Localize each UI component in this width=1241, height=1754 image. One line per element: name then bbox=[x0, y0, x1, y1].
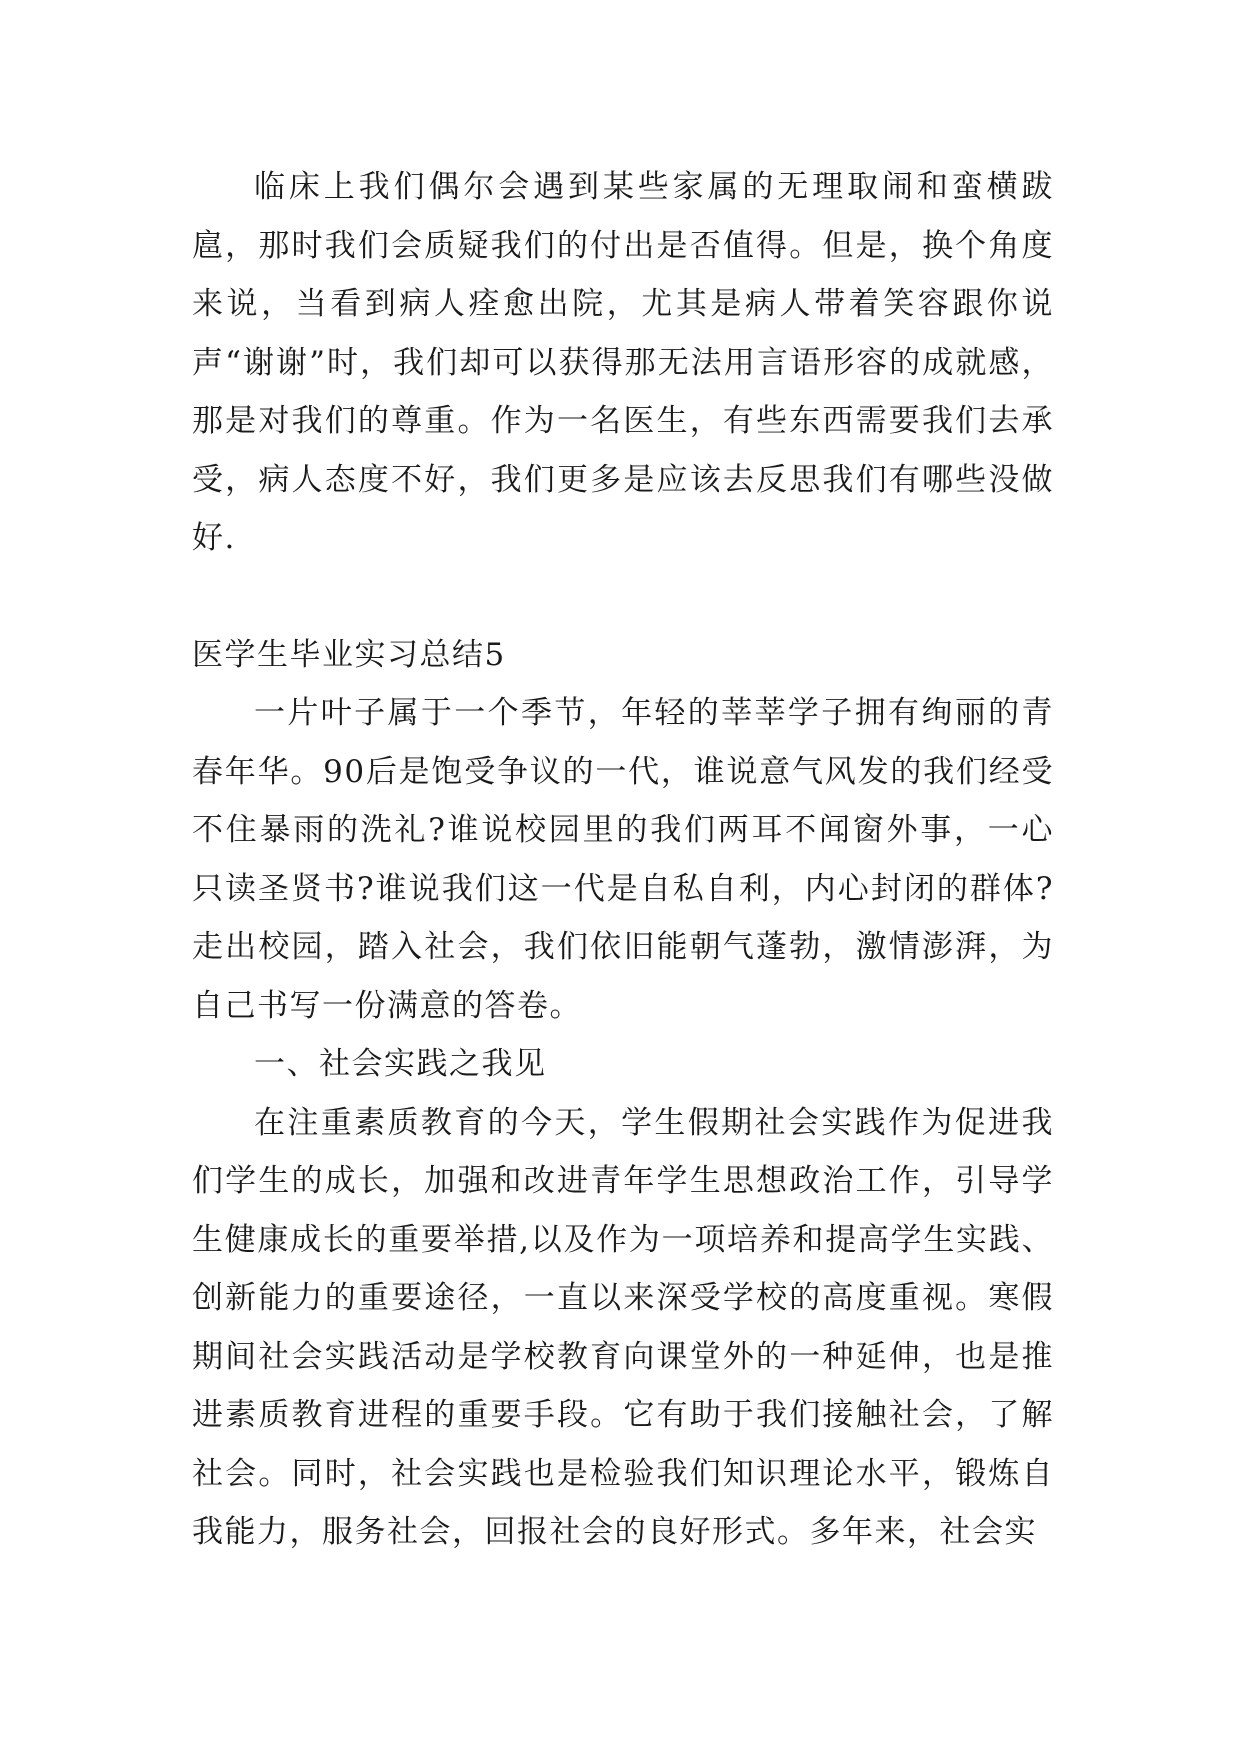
paragraph-intro: 一片叶子属于一个季节，年轻的莘莘学子拥有绚丽的青春年华。90后是饱受争议的一代，谁说意气风发的我们经受不住暴雨的洗礼?谁说校园里的我们两耳不闻窗外事，一心只读圣贤书?谁说我们这一代是自私自利，内心封闭的群体?走出校园，踏入社会，我们依旧能朝气蓬勃，激情澎湃，为自己书写一份满意的答卷。 bbox=[192, 695, 1054, 1024]
subheading-social-practice: 一、社会实践之我见 bbox=[254, 1046, 547, 1082]
paragraph-family-conflict: 临床上我们偶尔会遇到某些家属的无理取闹和蛮横跋扈，那时我们会质疑我们的付出是否值得。但是，换个角度来说，当看到病人痊愈出院，尤其是病人带着笑容跟你说声“谢谢”时，我们却可以获得那无法用言语形容的成就感，那是对我们的尊重。作为一名医生，有些东西需要我们去承受，病人态度不好，我们更多是应该去反思我们有哪些没做好. bbox=[192, 169, 1054, 556]
document-body bbox=[192, 158, 1054, 1562]
paragraph-gap bbox=[192, 568, 1054, 626]
section-title: 医学生毕业实习总结5 bbox=[192, 636, 506, 673]
paragraph-social-practice: 在注重素质教育的今天，学生假期社会实践作为促进我们学生的成长，加强和改进青年学生思想政治工作，引导学生健康成长的重要举措,以及作为一项培养和提高学生实践、创新能力的重要途径，一直以来深受学校的高度重视。寒假期间社会实践活动是学校教育向课堂外的一种延伸，也是推进素质教育进程的重要手段。它有助于我们接触社会，了解社会。同时，社会实践也是检验我们知识理论水平，锻炼自我能力，服务社会，回报社会的良好形式。多年来，社会实 bbox=[192, 1104, 1054, 1550]
